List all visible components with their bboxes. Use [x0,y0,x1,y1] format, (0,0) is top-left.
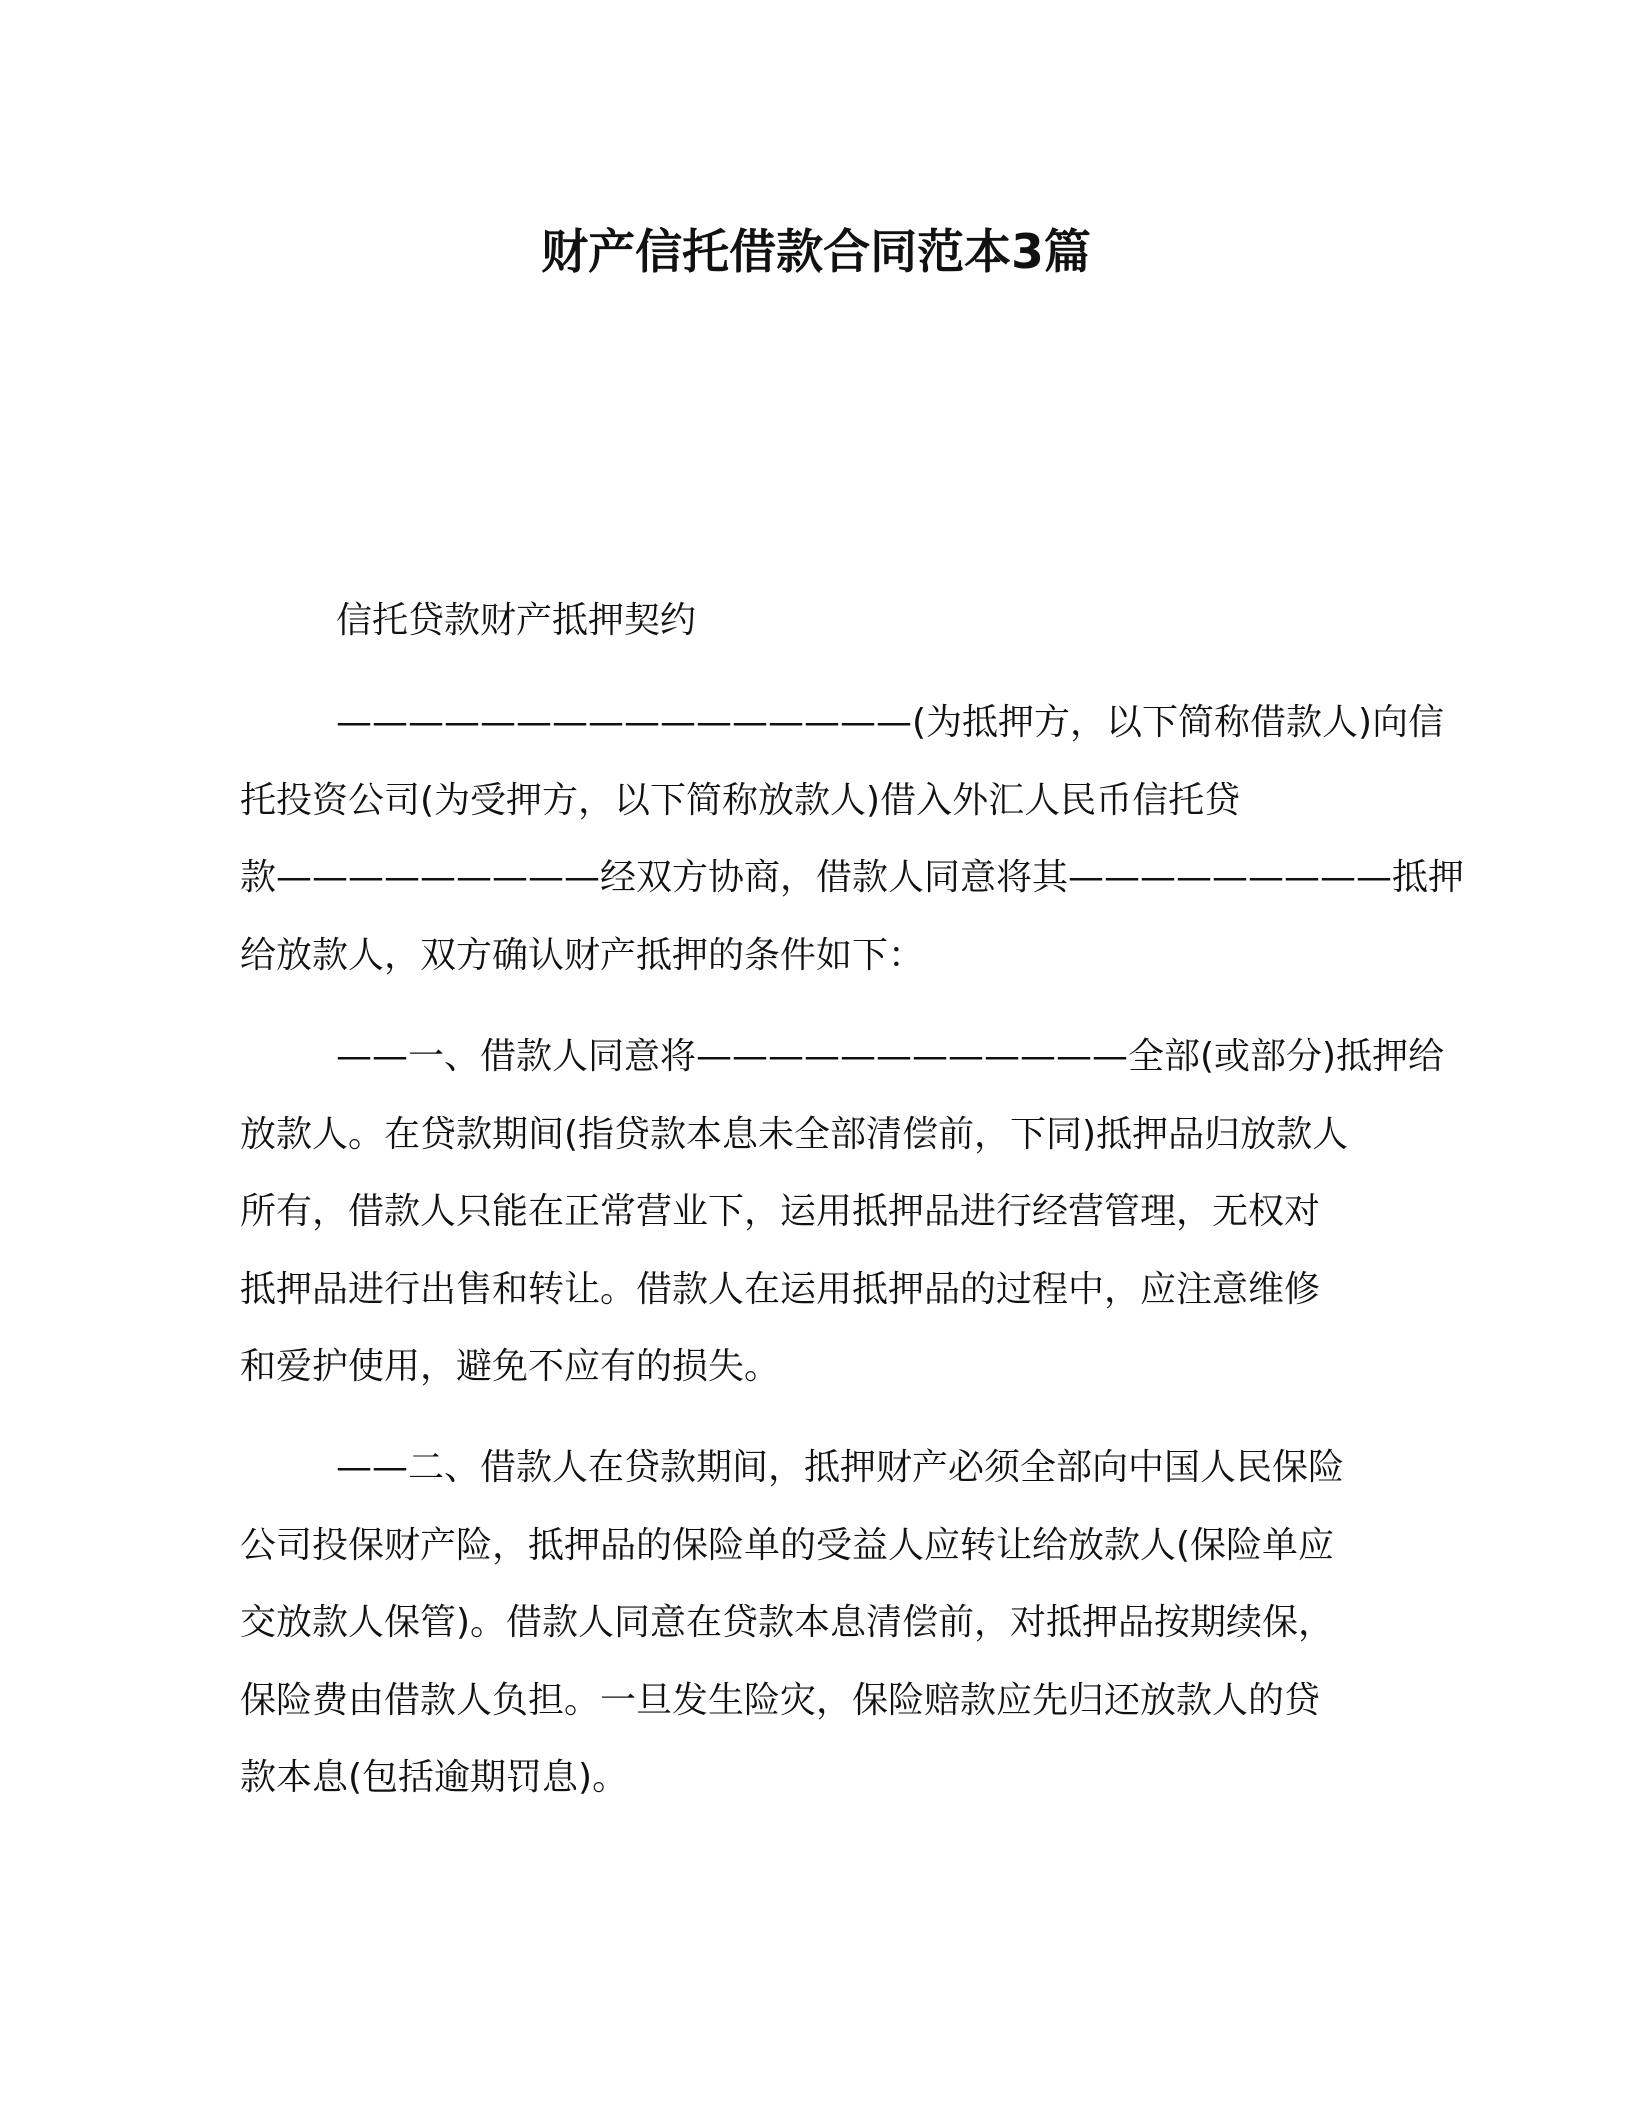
paragraph-line: ————————————————(为抵押方，以下简称借款人)向信 [336,702,1445,743]
paragraph-clause-2 [240,1429,1380,1817]
paragraph-line: 和爱护使用，避免不应有的损失。 [240,1346,781,1387]
paragraph-intro [240,684,1465,994]
section-heading: 信托贷款财产抵押契约 [336,600,697,641]
paragraph-line: 公司投保财产险，抵押品的保险单的受益人应转让给放款人(保险单应 [240,1524,1335,1566]
paragraph-line: 给放款人，双方确认财产抵押的条件如下： [240,934,925,976]
paragraph-line: 放款人。在贷款期间(指贷款本息未全部清偿前，下同)抵押品归放款人 [240,1113,1349,1155]
paragraph-line: 托投资公司(为受押方，以下简称放款人)借入外汇人民币信托贷 [240,779,1241,821]
paragraph-clause-1 [240,1018,1445,1406]
paragraph-line: 款—————————经双方协商，借款人同意将其—————————抵押 [240,857,1465,898]
paragraph-line: 保险费由借款人负担。一旦发生险灾，保险赔款应先归还放款人的贷 [240,1679,1321,1721]
paragraph-line: 款本息(包括逾期罚息)。 [240,1757,629,1798]
paragraph-line: ——二、借款人在贷款期间，抵押财产必须全部向中国人民保险 [336,1447,1345,1488]
paragraph-line: 所有，借款人只能在正常营业下，运用抵押品进行经营管理，无权对 [240,1191,1321,1232]
paragraph-line: 抵押品进行出售和转让。借款人在运用抵押品的过程中，应注意维修 [240,1268,1321,1310]
paragraph-line: ——一、借款人同意将————————————全部(或部分)抵押给 [336,1036,1445,1077]
document-title: 财产信托借款合同范本3篇 [541,225,1091,280]
paragraph-line: 交放款人保管)。借款人同意在贷款本息清偿前，对抵押品按期续保， [240,1602,1335,1643]
